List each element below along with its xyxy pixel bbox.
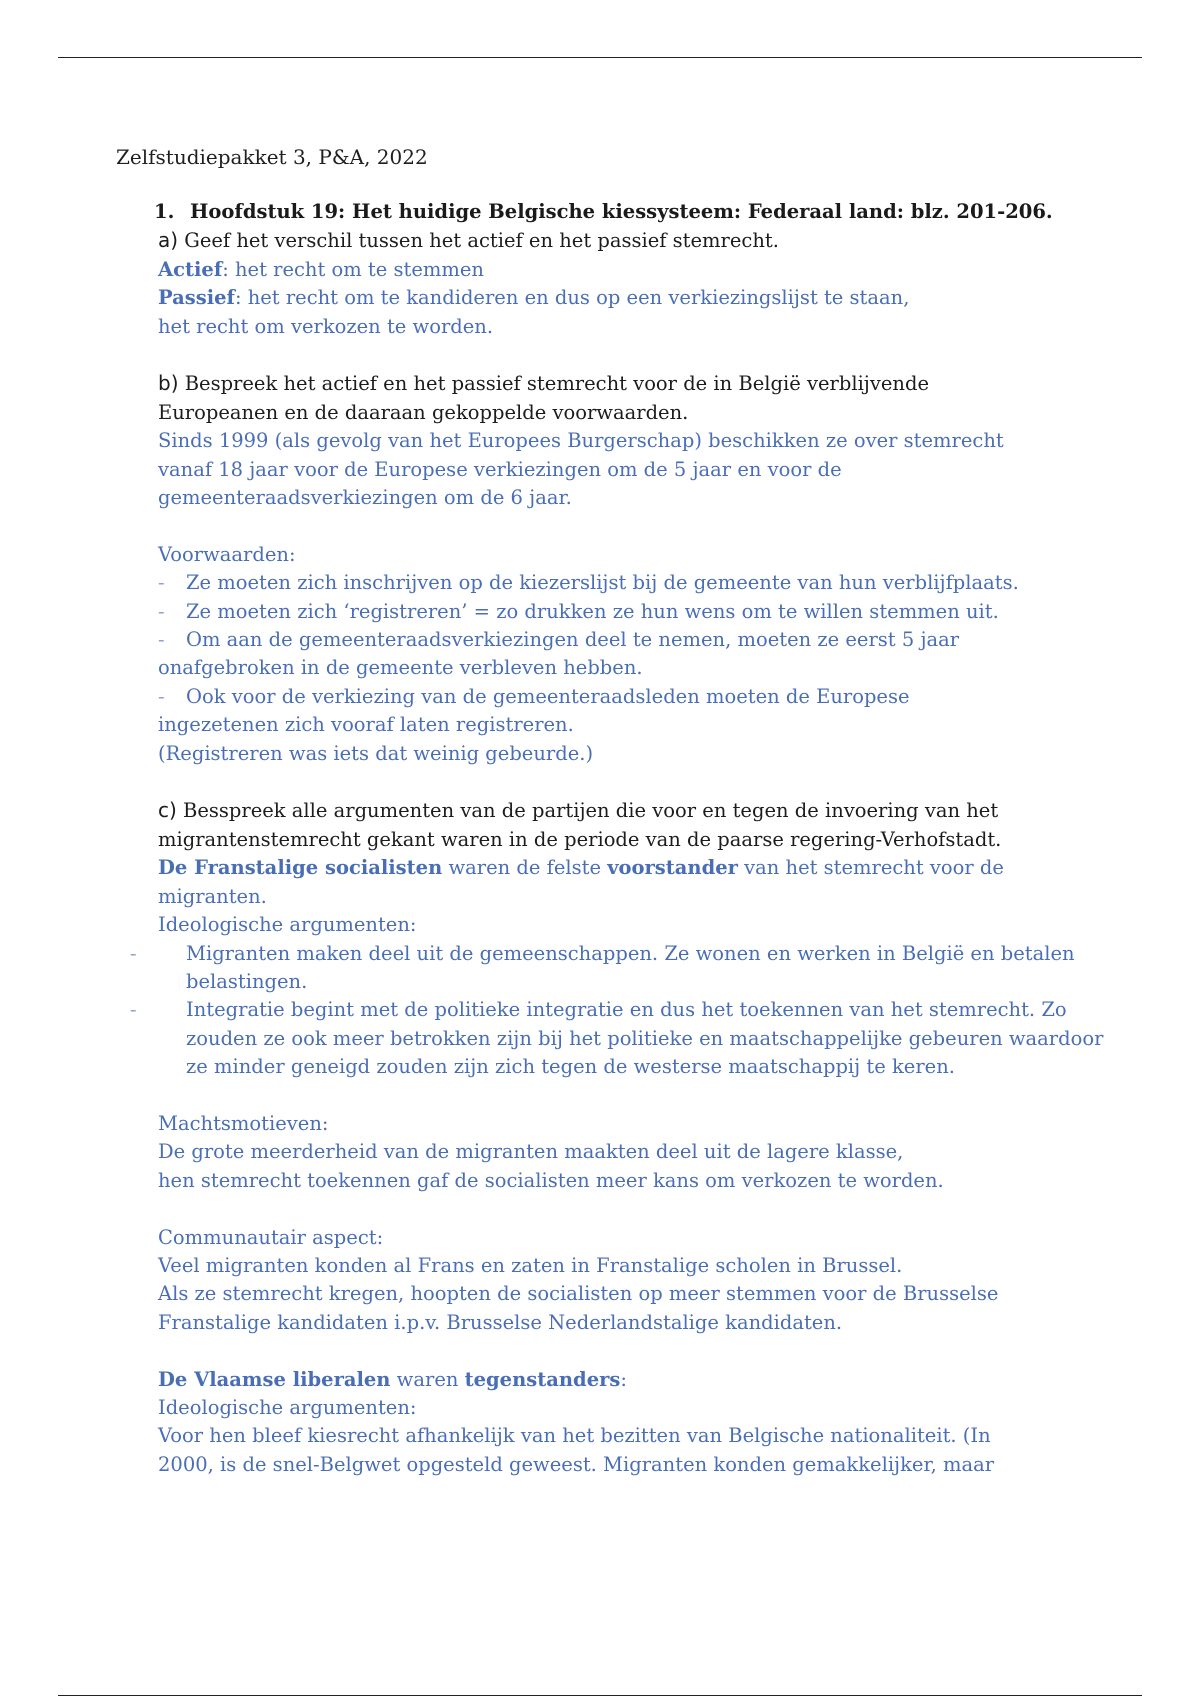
question-c: c) Besspreek alle argumenten van de partijen die voor en tegen de invoering van het — [158, 798, 999, 823]
conditions-title: Voorwaarden: — [158, 542, 296, 566]
power-motives-line: De grote meerderheid van de migranten maakten deel uit de lagere klasse, — [158, 1140, 904, 1164]
community-line: Veel migranten konden al Frans en zaten in Franstalige scholen in Brussel. — [158, 1253, 903, 1277]
chapter-heading — [154, 198, 1118, 226]
answer-passief: Passief: het recht om te kandideren en dus op een verkiezingslijst te staan, — [158, 286, 910, 310]
question-a: a) Geef het verschil tussen het actief en het passief stemrecht. — [158, 228, 779, 253]
answer-passief-cont: het recht om verkozen te worden. — [158, 314, 494, 338]
question-b: b) Bespreek het actief en het passief stemrecht voor de in België verblijvende — [158, 371, 929, 396]
condition-item: - Om aan de gemeenteraadsverkiezingen deel te nemen, moeten ze eerst 5 jaar — [158, 628, 960, 652]
question-a-letter: a) — [158, 228, 179, 253]
ideological-title: Ideologische argumenten: — [158, 913, 417, 937]
community-title: Communautair aspect: — [158, 1225, 384, 1249]
community-line: Als ze stemrecht kregen, hoopten de socialisten op meer stemmen voor de Brusselse — [158, 1282, 999, 1306]
question-c-letter: c) — [158, 798, 177, 823]
vlaamse-liberalen-argument: Voor hen bleef kiesrecht afhankelijk van het bezitten van Belgische nationaliteit. (In — [158, 1424, 991, 1448]
vlaamse-liberalen-para: De Vlaamse liberalen waren tegenstanders: — [158, 1367, 627, 1391]
question-b-cont: Europeanen en de daaraan gekoppelde voorwaarden. — [158, 400, 689, 424]
condition-item-cont: onafgebroken in de gemeente verbleven hebben. — [158, 656, 643, 680]
top-rule — [58, 57, 1142, 58]
document-header: Zelfstudiepakket 3, P&A, 2022 — [116, 145, 428, 169]
argument-item: - Migranten maken deel uit de gemeenschappen. Ze wonen en werken in België en betalen belastingen. — [130, 941, 1075, 993]
question-b-letter: b) — [158, 371, 179, 396]
franstalige-socialisten-cont: migranten. — [158, 884, 267, 908]
answer-b-line: gemeenteraadsverkiezingen om de 6 jaar. — [158, 486, 572, 510]
ideological-title: Ideologische argumenten: — [158, 1395, 417, 1419]
franstalige-socialisten-para: De Franstalige socialisten waren de felste voorstander van het stemrecht voor de — [158, 856, 1004, 880]
vlaamse-liberalen-argument: 2000, is de snel-Belgwet opgesteld geweest. Migranten konden gemakkelijker, maar — [158, 1452, 995, 1476]
power-motives-line: hen stemrecht toekennen gaf de socialisten meer kans om verkozen te worden. — [158, 1168, 944, 1192]
condition-item: - Ook voor de verkiezing van de gemeenteraadsleden moeten de Europese — [158, 684, 910, 708]
answer-actief: Actief: het recht om te stemmen — [158, 257, 484, 281]
community-line: Franstalige kandidaten i.p.v. Brusselse Nederlandstalige kandidaten. — [158, 1310, 843, 1334]
bottom-rule — [58, 1695, 1142, 1696]
conditions-note: (Registreren was iets dat weinig gebeurde.) — [158, 741, 594, 765]
power-motives-title: Machtsmotieven: — [158, 1111, 329, 1135]
argument-item: - Integratie begint met de politieke integratie en dus het toekennen van het stemrecht. Zo zouden ze ook meer betrokken zijn bij het politieke en maatschappelijke gebeuren waardoor ze minder geneigd zouden zijn zich tegen de westerse maatschappij te keren. — [130, 998, 1104, 1079]
question-c-cont: migrantenstemrecht gekant waren in de periode van de paarse regering-Verhofstadt. — [158, 827, 1002, 851]
answer-b-line: vanaf 18 jaar voor de Europese verkiezingen om de 5 jaar en voor de — [158, 457, 842, 481]
condition-item: - Ze moeten zich ‘registreren’ = zo drukken ze hun wens om te willen stemmen uit. — [158, 599, 999, 623]
answer-b-line: Sinds 1999 (als gevolg van het Europees Burgerschap) beschikken ze over stemrecht — [158, 429, 1004, 453]
chapter-title: Hoofdstuk 19: Het huidige Belgische kiessysteem: Federaal land: blz. 201-206. — [190, 200, 1053, 223]
condition-item-cont: ingezetenen zich vooraf laten registreren. — [158, 713, 574, 737]
chapter-number: 1. — [154, 200, 175, 223]
condition-item: - Ze moeten zich inschrijven op de kiezerslijst bij de gemeente van hun verblijfplaats. — [158, 571, 1019, 595]
document-body — [130, 198, 1118, 1479]
